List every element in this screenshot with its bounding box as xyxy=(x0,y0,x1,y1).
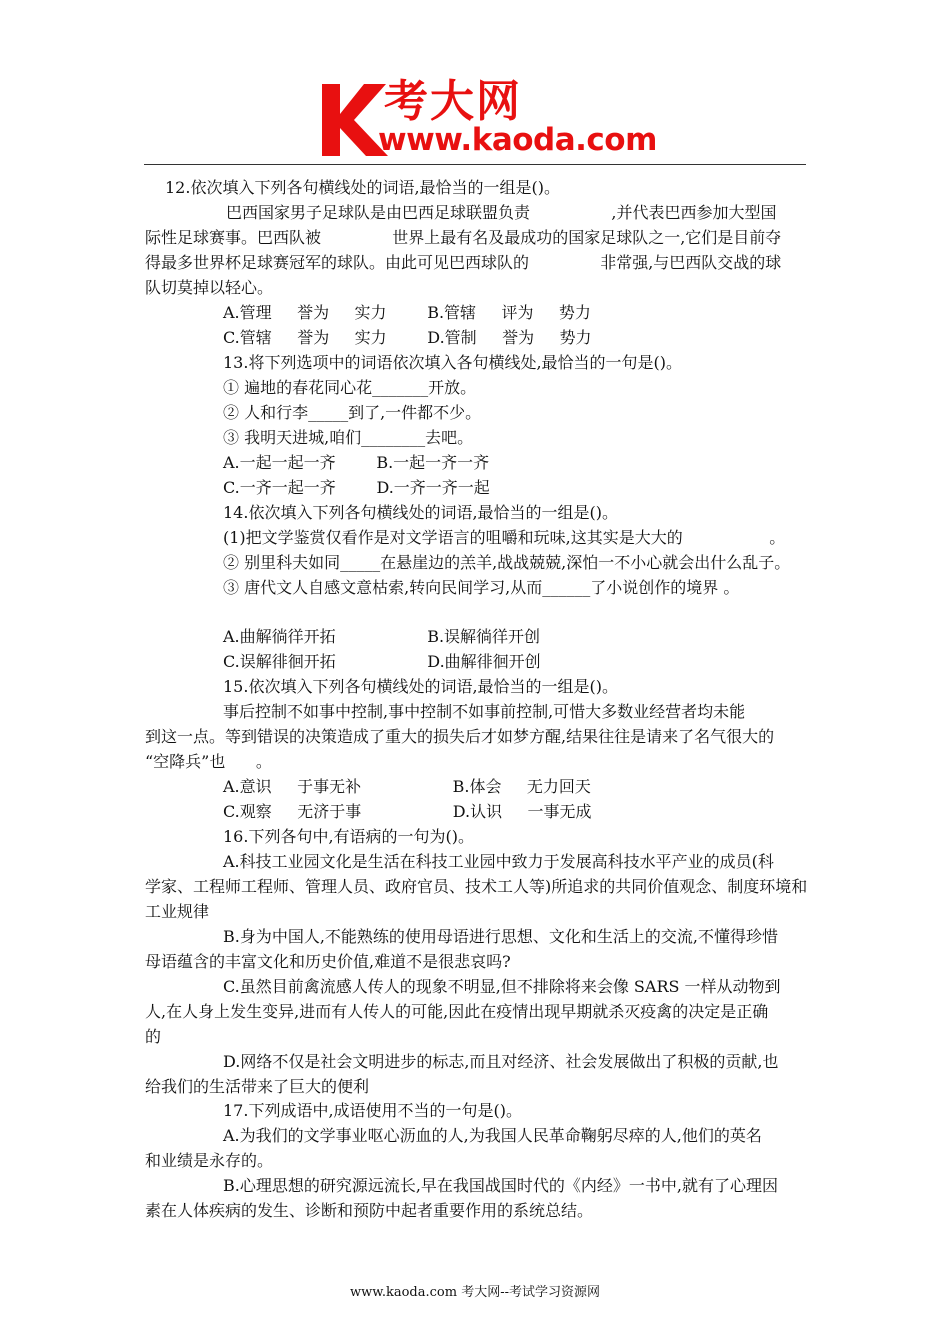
question-16-option-c: 的 xyxy=(145,1027,162,1046)
question-13-sentence: ① 遍地的春花同心花_______开放。 xyxy=(223,378,477,397)
question-16-option-a: A.科技工业园文化是生活在科技工业园中致力于发展高科技水平产业的成员(科 xyxy=(223,852,774,871)
question-15-options: A.意识 于事无补 B.体会 无力回天 xyxy=(223,777,591,796)
question-16-option-d: D.网络不仅是社会文明进步的标志,而且对经济、社会发展做出了积极的贡献,也 xyxy=(223,1052,779,1071)
page-footer: www.kaoda.com 考大网--考试学习资源网 xyxy=(350,1285,600,1300)
question-12-stem: 12.依次填入下列各句横线处的词语,最恰当的一组是()。 xyxy=(165,178,561,197)
question-16-option-b: B.身为中国人,不能熟练的使用母语进行思想、文化和生活上的交流,不懂得珍惜 xyxy=(223,927,779,946)
question-15-passage: 到这一点。等到错误的决策造成了重大的损失后才如梦方醒,结果往往是请来了名气很大的 xyxy=(145,727,775,746)
question-16-option-d: 给我们的生活带来了巨大的便利 xyxy=(145,1077,370,1096)
question-17-option-b: 素在人体疾病的发生、诊断和预防中起者重要作用的系统总结。 xyxy=(145,1201,594,1220)
question-13-options: A.一起一起一齐 B.一起一齐一齐 xyxy=(223,453,490,472)
question-16-option-a: 学家、工程师工程师、管理人员、政府官员、技术工人等)所追求的共同价值观念、制度环境和 xyxy=(145,877,808,896)
question-12-passage: 队切莫掉以轻心。 xyxy=(145,278,274,297)
question-16-stem: 16.下列各句中,有语病的一句为()。 xyxy=(223,827,475,846)
logo-url-text: www.kaoda.com xyxy=(378,122,657,158)
question-12-options: A.管理 誉为 实力 B.管辖 评为 势力 xyxy=(223,303,591,322)
question-17-option-b: B.心理思想的研究源远流长,早在我国战国时代的《内经》一书中,就有了心理因 xyxy=(223,1176,779,1195)
question-15-passage: “空降兵”也 。 xyxy=(145,752,272,771)
question-13-options: C.一齐一起一齐 D.一齐一齐一起 xyxy=(223,478,490,497)
question-14-options: A.曲解徜徉开拓 B.误解徜徉开创 xyxy=(223,627,541,646)
question-14-sentence: ② 别里科夫如同_____在悬崖边的羔羊,战战兢兢,深怕一不小心就会出什么乱子。 xyxy=(223,553,791,572)
question-16-option-c: 人,在人身上发生变异,进而有人传人的可能,因此在疫情出现早期就杀灭疫禽的决定是正确 xyxy=(145,1002,769,1021)
question-17-option-a: A.为我们的文学事业呕心沥血的人,为我国人民革命鞠躬尽瘁的人,他们的英名 xyxy=(223,1126,762,1145)
question-14-sentence: ③ 唐代文人自感文意枯索,转向民间学习,从而______了小说创作的境界 。 xyxy=(223,578,740,597)
question-17-option-a: 和业绩是永存的。 xyxy=(145,1151,274,1170)
question-12-passage: 巴西国家男子足球队是由巴西足球联盟负责 ,并代表巴西参加大型国 xyxy=(226,203,777,222)
question-16-option-b: 母语蕴含的丰富文化和历史价值,难道不是很悲哀吗? xyxy=(145,952,511,971)
logo-chinese-text: 考大网 xyxy=(384,76,522,127)
question-12-passage: 际性足球赛事。巴西队被 世界上最有名及最成功的国家足球队之一,它们是目前夺 xyxy=(145,228,782,247)
question-16-option-a: 工业规律 xyxy=(145,902,210,921)
question-13-stem: 13.将下列选项中的词语依次填入各句横线处,最恰当的一句是()。 xyxy=(223,353,683,372)
question-15-options: C.观察 无济于事 D.认识 一事无成 xyxy=(223,802,592,821)
question-14-stem: 14.依次填入下列各句横线处的词语,最恰当的一组是()。 xyxy=(223,503,619,522)
question-12-options: C.管辖 誉为 实力 D.管制 誉为 势力 xyxy=(223,328,592,347)
question-16-option-c: C.虽然目前禽流感人传人的现象不明显,但不排除将来会像 SARS 一样从动物到 xyxy=(223,977,781,996)
question-15-passage: 事后控制不如事中控制,事中控制不如事前控制,可惜大多数业经营者均未能 xyxy=(223,702,746,721)
question-14-options: C.误解徘徊开拓 D.曲解徘徊开创 xyxy=(223,652,541,671)
question-13-sentence: ③ 我明天进城,咱们________去吧。 xyxy=(223,428,474,447)
header-divider xyxy=(144,164,806,165)
question-13-sentence: ② 人和行李_____到了,一件都不少。 xyxy=(223,403,482,422)
question-14-sentence: (1)把文学鉴赏仅看作是对文学语言的咀嚼和玩味,这其实是大大的 。 xyxy=(223,528,786,547)
question-12-passage: 得最多世界杯足球赛冠军的球队。由此可见巴西球队的 非常强,与巴西队交战的球 xyxy=(145,253,782,272)
question-17-stem: 17.下列成语中,成语使用不当的一句是()。 xyxy=(223,1101,523,1120)
kaoda-logo xyxy=(318,76,657,160)
question-15-stem: 15.依次填入下列各句横线处的词语,最恰当的一组是()。 xyxy=(223,677,619,696)
